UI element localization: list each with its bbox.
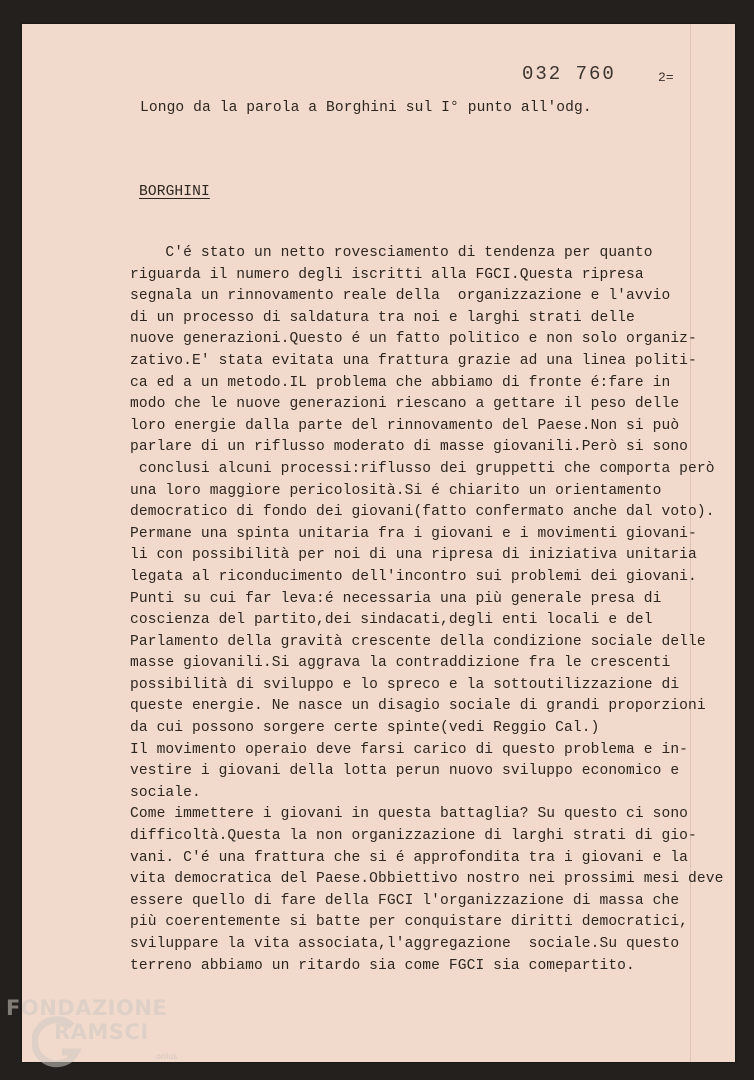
intro-line: Longo da la parola a Borghini sul I° punto all'odg. bbox=[140, 100, 592, 116]
watermark-line1: FONDAZIONE bbox=[6, 996, 168, 1020]
body-line: sociale. bbox=[130, 784, 201, 801]
body-line: difficoltà.Questa la non organizzazione di larghi strati di gio- bbox=[130, 828, 697, 845]
fondazione-gramsci-watermark bbox=[6, 996, 196, 1076]
body-line: queste energie. Ne nasce un disagio sociale di grandi proporzioni bbox=[130, 698, 706, 715]
body-line: masse giovanili.Si aggrava la contraddizione fra le crescenti bbox=[130, 655, 671, 672]
body-line: vani. C'é una frattura che si é approfondita tra i giovani e la bbox=[130, 849, 689, 866]
body-line: Il movimento operaio deve farsi carico di questo problema e in- bbox=[130, 741, 689, 758]
page-mark: 2= bbox=[658, 70, 674, 85]
archive-number: 032 760 bbox=[522, 63, 616, 85]
watermark-line3: onlus bbox=[156, 1052, 178, 1061]
body-line: una loro maggiore pericolosità.Si é chiarito un orientamento bbox=[130, 482, 662, 499]
body-line: C'é stato un netto rovesciamento di tendenza per quanto bbox=[130, 245, 653, 261]
body-line: segnala un rinnovamento reale della organizzazione e l'avvio bbox=[130, 288, 671, 305]
body-line: sviluppare la vita associata,l'aggregazione sociale.Su questo bbox=[130, 936, 680, 952]
body-line: Permane una spinta unitaria fra i giovani e i movimenti giovani- bbox=[130, 525, 697, 542]
body-line: di un processo di saldatura tra noi e larghi strati delle bbox=[130, 309, 635, 326]
body-line: loro energie dalla parte del rinnovamento del Paese.Non si può bbox=[130, 417, 680, 434]
body-line: terreno abbiamo un ritardo sia come FGCI sia comepartito. bbox=[130, 957, 635, 974]
body-line: zativo.E' stata evitata una frattura grazie ad una linea politi- bbox=[130, 352, 697, 369]
body-line: Parlamento della gravità crescente della condizione sociale delle bbox=[130, 633, 706, 650]
body-line: li con possibilità per noi di una ripresa di iniziativa unitaria bbox=[130, 547, 697, 564]
body-line: modo che le nuove generazioni riescano a gettare il peso delle bbox=[130, 396, 680, 413]
speaker-heading: BORGHINI bbox=[139, 184, 210, 200]
typewritten-page bbox=[22, 24, 735, 1062]
body-line: più coerentemente si batte per conquistare diritti democratici, bbox=[130, 914, 689, 931]
body-line: nuove generazioni.Questo é un fatto politico e non solo organiz- bbox=[130, 331, 697, 348]
body-line: vestire i giovani della lotta perun nuovo sviluppo economico e bbox=[130, 763, 680, 780]
body-line: possibilità di sviluppo e lo spreco e la sottoutilizzazione di bbox=[130, 676, 680, 693]
body-text bbox=[130, 243, 730, 977]
body-line: Punti su cui far leva:é necessaria una più generale presa di bbox=[130, 590, 662, 607]
body-line: da cui possono sorgere certe spinte(vedi Reggio Cal.) bbox=[130, 720, 600, 737]
body-line: vita democratica del Paese.Obbiettivo nostro nei prossimi mesi deve bbox=[130, 871, 724, 888]
body-line: ca ed a un metodo.IL problema che abbiamo di fronte é:fare in bbox=[130, 374, 671, 391]
body-line: parlare di un riflusso moderato di masse giovanili.Però si sono bbox=[130, 439, 689, 456]
body-line: riguarda il numero degli iscritti alla FGCI.Questa ripresa bbox=[130, 266, 644, 283]
body-line: conclusi alcuni processi:riflusso dei gruppetti che comporta però bbox=[130, 460, 715, 477]
body-line: Come immettere i giovani in questa battaglia? Su questo ci sono bbox=[130, 806, 689, 823]
body-line: essere quello di fare della FGCI l'organizzazione di massa che bbox=[130, 892, 680, 909]
watermark-line2: RAMSCI bbox=[54, 1020, 149, 1044]
body-line: democratico di fondo dei giovani(fatto confermato anche dal voto). bbox=[130, 504, 715, 521]
body-line: legata al riconducimento dell'incontro sui problemi dei giovani. bbox=[130, 568, 697, 585]
body-line: coscienza del partito,dei sindacati,degli enti locali e del bbox=[130, 612, 653, 629]
